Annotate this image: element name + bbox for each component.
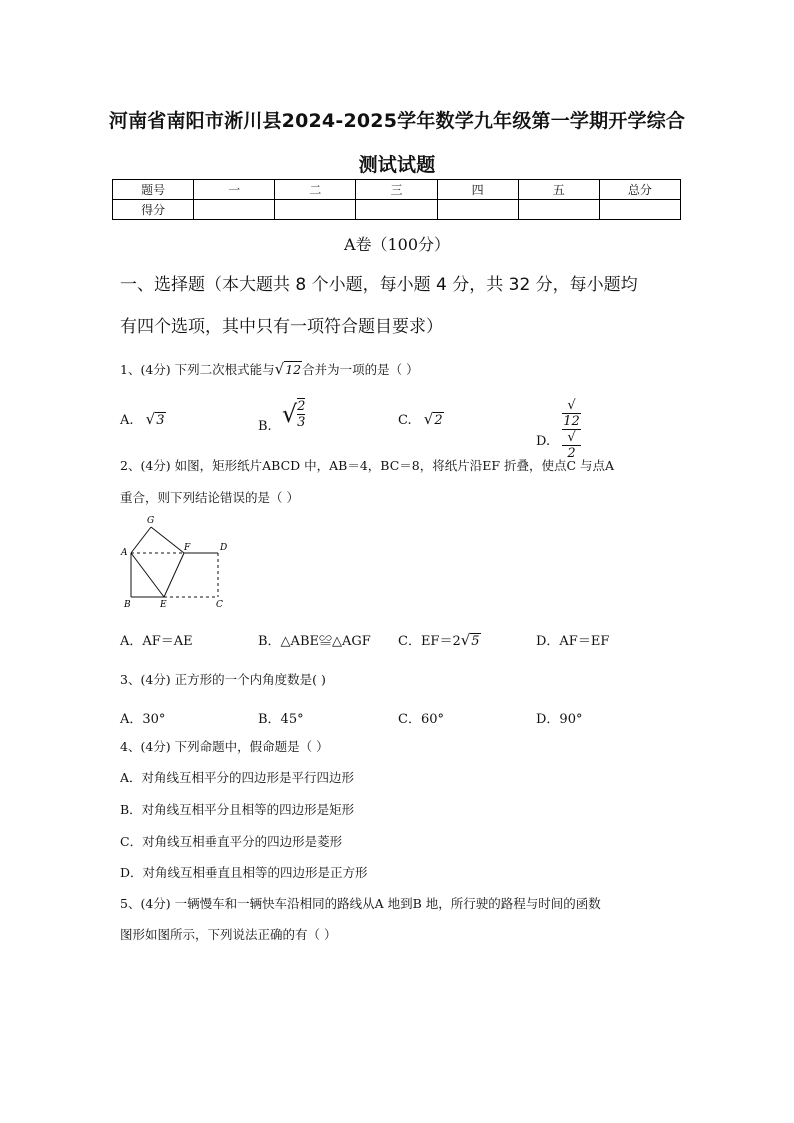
q4-option-c[interactable]: C．对角线互相垂直平分的四边形是菱形 bbox=[120, 834, 343, 849]
exam-title-line1: 河南省南阳市淅川县2024-2025学年数学九年级第一学期开学综合 bbox=[108, 110, 686, 132]
part1-heading-line1: 一、选择题（本大题共 8 个小题，每小题 4 分，共 32 分，每小题均 bbox=[120, 275, 638, 295]
segment-gf bbox=[151, 527, 184, 553]
segment-ae bbox=[131, 553, 164, 597]
option-radicand: 3 bbox=[156, 413, 165, 428]
label-c: C bbox=[216, 600, 223, 610]
q4-option-b[interactable]: B．对角线互相平分且相等的四边形是矩形 bbox=[120, 802, 355, 817]
score-header-cell: 题号 bbox=[113, 180, 194, 200]
score-header-cell: 三 bbox=[356, 180, 437, 200]
score-header-cell: 总分 bbox=[599, 180, 680, 200]
q3-option-b[interactable]: B．45° bbox=[258, 712, 304, 727]
q1-option-c[interactable]: C. √2 bbox=[398, 410, 443, 428]
option-radicand: 5 bbox=[471, 634, 480, 649]
q3-option-a[interactable]: A．30° bbox=[120, 712, 166, 727]
section-a-heading: A卷（100分） bbox=[343, 235, 451, 254]
fraction-of-roots bbox=[562, 398, 581, 461]
q1-stem-after: 合并为一项的是（ ） bbox=[302, 362, 419, 377]
score-blank-cell bbox=[437, 200, 518, 220]
fraction-numerator: √ 12 bbox=[563, 398, 580, 429]
q4-option-d[interactable]: D．对角线互相垂直且相等的四边形是正方形 bbox=[120, 865, 368, 880]
label-e: E bbox=[160, 600, 167, 610]
q1-option-a[interactable]: A. √3 bbox=[120, 410, 165, 428]
option-label: D. bbox=[536, 434, 551, 449]
numerator-radicand: 12 bbox=[563, 414, 580, 429]
question-1-stem bbox=[120, 360, 419, 379]
sqrt-expression: √12 bbox=[274, 360, 302, 378]
segment-ag bbox=[131, 527, 151, 553]
option-label: A. bbox=[120, 413, 134, 428]
fraction-denominator: √ 2 bbox=[562, 430, 581, 461]
question-5-stem-line1: 5、(4分) 一辆慢车和一辆快车沿相同的路线从A 地到B 地，所行驶的路程与时间的函数 bbox=[120, 896, 601, 911]
sqrt-fraction bbox=[297, 398, 305, 430]
denominator-radicand: 2 bbox=[562, 445, 581, 461]
question-4-stem: 4、(4分) 下列命题中，假命题是（ ） bbox=[120, 739, 329, 754]
exam-title-line2: 测试试题 bbox=[358, 154, 436, 176]
q1-stem-radicand: 12 bbox=[285, 362, 302, 377]
score-header-cell: 二 bbox=[275, 180, 356, 200]
score-blank-cell bbox=[194, 200, 275, 220]
score-table-score-row bbox=[113, 200, 681, 220]
fraction-numerator: 2 bbox=[297, 399, 306, 414]
q3-option-c[interactable]: C．60° bbox=[398, 712, 444, 727]
score-header-cell: 四 bbox=[437, 180, 518, 200]
q2-option-b[interactable]: B．△ABE≌△AGF bbox=[258, 634, 371, 649]
score-row-label: 得分 bbox=[113, 200, 194, 220]
q4-option-a[interactable]: A．对角线互相平分的四边形是平行四边形 bbox=[120, 770, 355, 785]
score-blank-cell bbox=[275, 200, 356, 220]
q2-option-a[interactable]: A．AF＝AE bbox=[120, 634, 193, 649]
score-header-cell: 五 bbox=[518, 180, 599, 200]
q1-stem-before: 1、(4分) 下列二次根式能与 bbox=[120, 362, 275, 377]
q2-option-c[interactable]: C．EF＝2√5 bbox=[398, 631, 480, 649]
label-d: D bbox=[220, 543, 228, 553]
question-3-stem: 3、(4分) 正方形的一个内角度数是( ) bbox=[120, 672, 326, 687]
q3-option-d[interactable]: D．90° bbox=[536, 712, 583, 727]
q2-option-d[interactable]: D．AF＝EF bbox=[536, 634, 610, 649]
option-label: C. bbox=[398, 413, 412, 428]
label-b: B bbox=[124, 600, 131, 610]
part1-heading-line2: 有四个选项，其中只有一项符合题目要求） bbox=[120, 317, 443, 337]
score-blank-cell bbox=[599, 200, 680, 220]
option-text: C．EF＝2 bbox=[398, 634, 461, 649]
score-header-cell: 一 bbox=[194, 180, 275, 200]
q1-option-d[interactable] bbox=[536, 398, 581, 461]
fraction-denominator: 3 bbox=[297, 415, 306, 430]
q2-rectangle-fold-figure bbox=[118, 513, 238, 613]
label-a: A bbox=[121, 548, 128, 558]
option-radicand: 2 bbox=[434, 413, 443, 428]
label-g: G bbox=[147, 516, 155, 526]
segment-fe bbox=[164, 553, 184, 597]
score-table bbox=[112, 179, 681, 220]
question-2-stem-line2: 重合，则下列结论错误的是（ ） bbox=[120, 490, 299, 505]
score-blank-cell bbox=[518, 200, 599, 220]
score-table-header-row bbox=[113, 180, 681, 200]
question-5-stem-line2: 图形如图所示，下列说法正确的有（ ） bbox=[120, 927, 337, 942]
option-label: B. bbox=[258, 418, 272, 434]
label-f: F bbox=[184, 543, 191, 553]
question-2-stem-line1: 2、(4分) 如图，矩形纸片ABCD 中，AB＝4，BC＝8，将纸片沿EF 折叠，使点C 与点A bbox=[120, 458, 615, 473]
score-blank-cell bbox=[356, 200, 437, 220]
q1-option-b[interactable]: B. √ $\frac{2}{3}$ bbox=[258, 399, 306, 434]
